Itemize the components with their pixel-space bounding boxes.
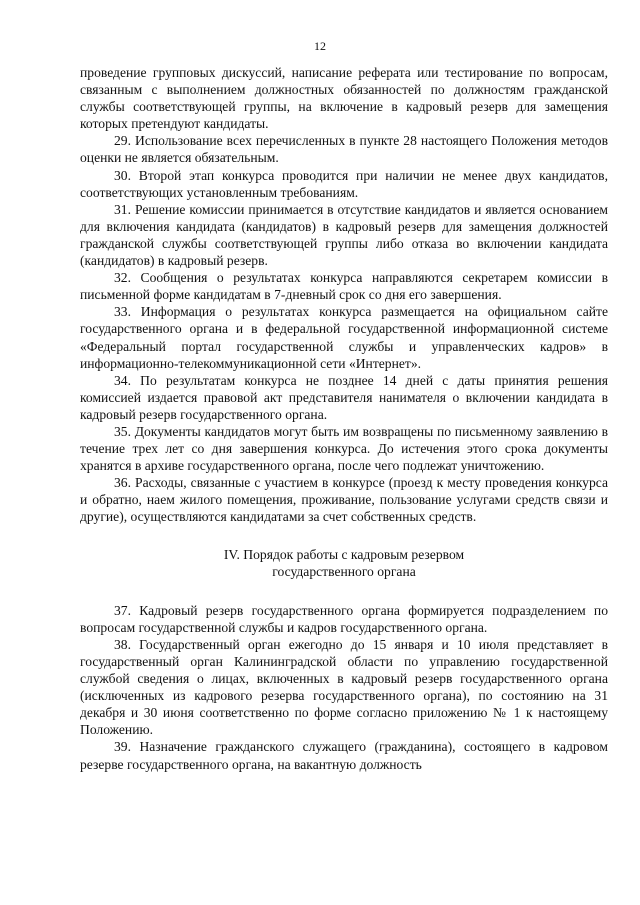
paragraph-34: 34. По результатам конкурса не позднее 14 дней с даты принятия решения комиссией издается правовой акт представителя нанимателя о включении кандидата в кадровый резерв государственного органа.	[80, 372, 608, 422]
paragraph-31: 31. Решение комиссии принимается в отсутствие кандидатов и является основанием для включения кандидата (кандидатов) в кадровый резерв для замещения должностей гражданской службы соответствующей группы либо отказа во включении кандидата (кандидатов) в кадровый резерв.	[80, 201, 608, 269]
paragraphs-before	[80, 64, 608, 526]
paragraph-32: 32. Сообщения о результатах конкурса направляются секретарем комиссии в письменной форме кандидатам в 7-дневный срок со дня его завершения.	[80, 270, 608, 303]
paragraph-38: 38. Государственный орган ежегодно до 15 января и 10 июля представляет в государственный орган Калининградской области по управлению государственной службой сведения о лицах, включенных в кадровый резерв государственного органа (исключенных из кадрового резерва государственного органа), по состоянию на 31 декабря и 30 июня соответственно по форме согласно приложению № 1 к настоящему Положению.	[80, 636, 608, 738]
section-heading-line1: IV. Порядок работы с кадровым резервом	[223, 546, 465, 562]
paragraph-36: 36. Расходы, связанные с участием в конкурсе (проезд к месту проведения конкурса и обратно, наем жилого помещения, проживание, пользование услугами средств связи и другие), осуществляются кандидатами за счет собственных средств.	[80, 475, 608, 525]
document-body	[80, 64, 608, 773]
paragraph: проведение групповых дискуссий, написание реферата или тестирование по вопросам, связанным с выполнением должностных обязанностей по должностям гражданской службы соответствующей группы, на включение в кадровый резерв для замещения которых претендуют кандидаты.	[80, 65, 608, 132]
paragraph-37: 37. Кадровый резерв государственного органа формируется подразделением по вопросам государственной службы и кадров государственного органа.	[80, 602, 608, 635]
section-heading-line2: государственного органа	[272, 563, 416, 579]
paragraph-29: 29. Использование всех перечисленных в пункте 28 настоящего Положения методов оценки не является обязательным.	[80, 133, 608, 166]
section-heading	[80, 546, 608, 580]
paragraph-30: 30. Второй этап конкурса проводится при наличии не менее двух кандидатов, соответствующих установленным требованиям.	[80, 167, 608, 200]
paragraph-33: 33. Информация о результатах конкурса размещается на официальном сайте государственного органа и в федеральной государственной информационной системе «Федеральный портал государственной службы и управленческих кадров» в информационно-телекоммуникационной сети «Интернет».	[80, 304, 608, 371]
paragraphs-after	[80, 602, 608, 773]
paragraph-39: 39. Назначение гражданского служащего (гражданина), состоящего в кадровом резерве государственного органа, на вакантную должность	[80, 739, 608, 772]
paragraph-35: 35. Документы кандидатов могут быть им возвращены по письменному заявлению в течение трех лет со дня завершения конкурса. До истечения этого срока документы хранятся в архиве государственного органа, после чего подлежат уничтожению.	[80, 423, 608, 474]
page-number: 12	[314, 39, 326, 53]
